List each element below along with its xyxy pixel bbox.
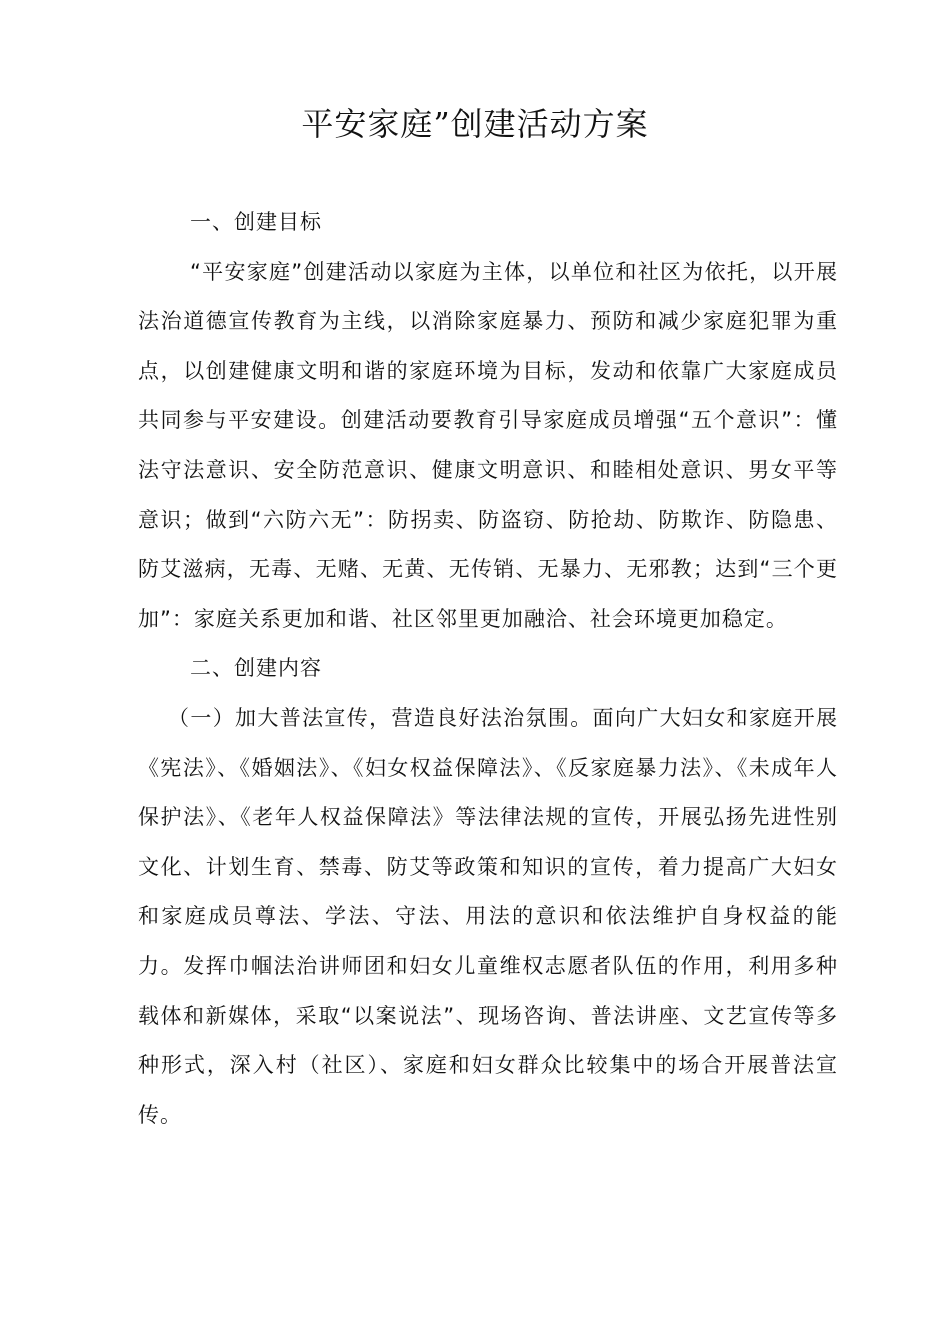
- content-paragraph-1: （一）加大普法宣传，营造良好法治氛围。面向广大妇女和家庭开展《宪法》、《婚姻法》、《妇女权益保障法》、《反家庭暴力法》、《未成年人保护法》、《老年人权益保障法》等法律法规的宣传，开展弘扬先进性别文化、计划生育、禁毒、防艾等政策和知识的宣传，着力提高广大妇女和家庭成员尊法、学法、守法、用法的意识和依法维护自身权益的能力。发挥巾帼法治讲师团和妇女儿童维权志愿者队伍的作用，利用多种载体和新媒体，采取“以案说法”、现场咨询、普法讲座、文艺宣传等多种形式，深入村（社区）、家庭和妇女群众比较集中的场合开展普法宣传。: [138, 705, 838, 1127]
- document-body: [138, 198, 838, 1140]
- document-title: 平安家庭”创建活动方案: [301, 105, 649, 143]
- section-heading-goal: 一、创建目标: [190, 210, 322, 234]
- goal-paragraph: “平安家庭”创建活动以家庭为主体，以单位和社区为依托，以开展法治道德宣传教育为主线，以消除家庭暴力、预防和减少家庭犯罪为重点，以创建健康文明和谐的家庭环境为目标，发动和依靠广大家庭成员共同参与平安建设。创建活动要教育引导家庭成员增强“五个意识”：懂法守法意识、安全防范意识、健康文明意识、和睦相处意识、男女平等意识；做到“六防六无”：防拐卖、防盗窃、防抢劫、防欺诈、防隐患、防艾滋病，无毒、无赌、无黄、无传销、无暴力、无邪教；达到“三个更加”：家庭关系更加和谐、社区邻里更加融洽、社会环境更加稳定。: [138, 259, 838, 631]
- section-heading-content: 二、创建内容: [190, 656, 322, 681]
